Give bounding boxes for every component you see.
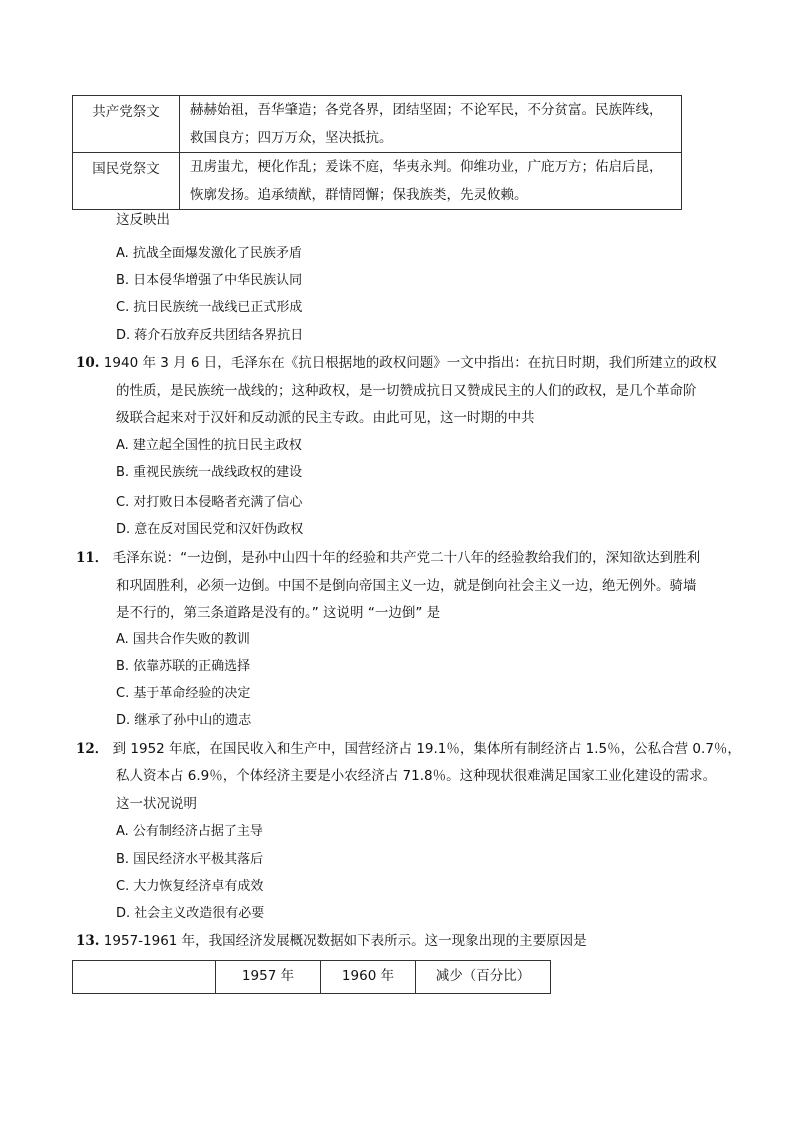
q9-option-b[interactable]: B. 日本侵华增强了中华民族认同	[116, 273, 303, 288]
q10-option-a[interactable]: A. 建立起全国性的抗日民主政权	[116, 438, 302, 453]
q12-line: 私人资本占 6.9％，个体经济主要是小农经济占 71.8％。这种现状很难满足国家工业化建设的需求。	[116, 768, 717, 784]
text-line: 赫赫始祖，吾华肇造；各党各界，团结坚固；不论军民，不分贫富。民族阵线，	[190, 102, 663, 118]
table-header-cell: 减少（百分比）	[416, 961, 551, 994]
q10-number: 10.	[76, 355, 100, 371]
row-label: 国民党祭文	[73, 153, 180, 210]
q11-option-c[interactable]: C. 基于革命经验的决定	[116, 686, 251, 701]
q12-option-c[interactable]: C. 大力恢复经济卓有成效	[116, 879, 264, 894]
table-header-cell	[73, 961, 216, 994]
q11-line: 和巩固胜利，必须一边倒。中国不是倒向帝国主义一边，就是倒向社会主义一边，绝无例外。骑墙	[116, 578, 697, 594]
economy-data-table	[72, 960, 551, 994]
table-row	[73, 153, 682, 210]
q10-line: 的性质，是民族统一战线的；这种政权，是一切赞成抗日又赞成民主的人们的政权，是几个革命阶	[116, 383, 697, 399]
sacrifice-text-table	[72, 95, 682, 210]
text-line: 救国良方；四万万众，坚决抵抗。	[190, 130, 393, 146]
q11-number: 11．	[76, 550, 109, 566]
q11-option-b[interactable]: B. 依靠苏联的正确选择	[116, 659, 251, 674]
q12-line: 这一状况说明	[116, 796, 197, 812]
q9-stem-tail: 这反映出	[116, 212, 170, 228]
table-header-cell: 1960 年	[321, 961, 416, 994]
q11-line: 是不行的，第三条道路是没有的。” 这说明 “一边倒” 是	[116, 605, 441, 621]
q11-option-d[interactable]: D. 继承了孙中山的遗志	[116, 713, 252, 728]
q12-line: 到 1952 年底，在国民收入和生产中，国营经济占 19.1％，集体所有制经济占 1.5％，公私合营 0.7％，	[112, 741, 741, 757]
q13-stem	[76, 931, 587, 951]
q12-option-d[interactable]: D. 社会主义改造很有必要	[116, 906, 265, 921]
q12-stem	[76, 739, 741, 759]
table-row	[73, 96, 682, 153]
q11-stem	[76, 548, 700, 568]
row-text	[180, 153, 682, 210]
q9-option-a[interactable]: A. 抗战全面爆发激化了民族矛盾	[116, 246, 302, 261]
q9-option-d[interactable]: D. 蒋介石放弃反共团结各界抗日	[116, 328, 304, 343]
q11-line: 毛泽东说：“一边倒，是孙中山四十年的经验和共产党二十八年的经验教给我们的，深知欲达到胜利	[112, 550, 701, 566]
q10-stem	[76, 353, 717, 373]
table-header-cell: 1957 年	[216, 961, 321, 994]
q10-option-b[interactable]: B. 重视民族统一战线政权的建设	[116, 465, 303, 480]
q10-line: 1940 年 3 月 6 日，毛泽东在《抗日根据地的政权问题》一文中指出：在抗日时期，我们所建立的政权	[103, 355, 717, 371]
q12-option-b[interactable]: B. 国民经济水平极其落后	[116, 852, 264, 867]
q13-line: 1957-1961 年，我国经济发展概况数据如下表所示。这一现象出现的主要原因是	[103, 933, 587, 949]
q13-number: 13.	[76, 933, 100, 949]
q12-option-a[interactable]: A. 公有制经济占据了主导	[116, 824, 263, 839]
q10-option-d[interactable]: D. 意在反对国民党和汉奸伪政权	[116, 522, 304, 537]
q9-option-c[interactable]: C. 抗日民族统一战线已正式形成	[116, 300, 303, 315]
row-text	[180, 96, 682, 153]
table-header-row	[73, 961, 551, 994]
row-label: 共产党祭文	[73, 96, 180, 153]
text-line: 恢廓发扬。追承绩猷，群情罔懈；保我族类，先灵攸赖。	[190, 187, 528, 203]
q10-line: 级联合起来对于汉奸和反动派的民主专政。由此可见，这一时期的中共	[116, 410, 535, 426]
q12-number: 12．	[76, 741, 109, 757]
q10-option-c[interactable]: C. 对打败日本侵略者充满了信心	[116, 495, 303, 510]
q11-option-a[interactable]: A. 国共合作失败的教训	[116, 632, 250, 647]
text-line: 丑虏蚩尤，梗化作乱；爰诛不庭，华夷永判。仰维功业，广庇万方；佑启后昆，	[190, 159, 663, 175]
